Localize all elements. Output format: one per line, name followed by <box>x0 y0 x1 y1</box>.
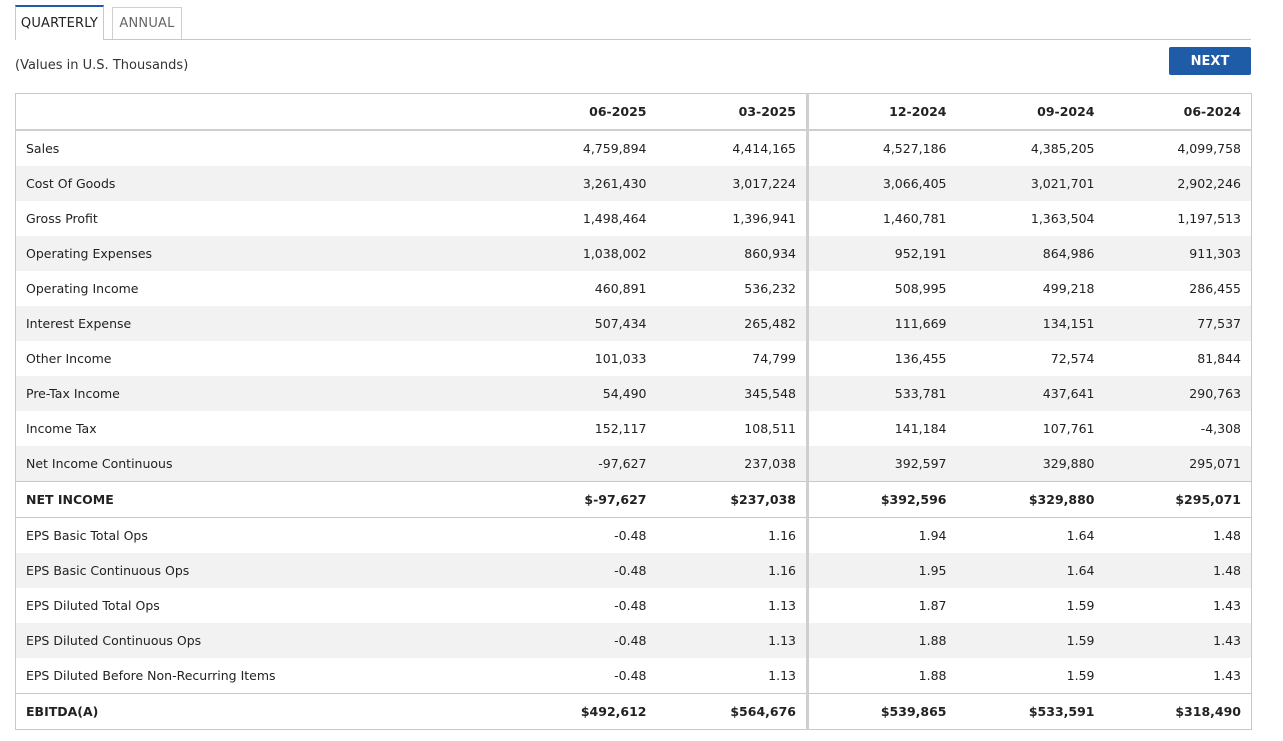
value-cell: 1.48 <box>1105 553 1252 588</box>
row-label: EPS Diluted Before Non-Recurring Items <box>26 668 276 683</box>
value-cell: $237,038 <box>657 482 808 518</box>
value-cell: 77,537 <box>1105 306 1252 341</box>
table-row <box>16 446 1252 482</box>
row-label: EPS Diluted Total Ops <box>26 598 160 613</box>
value-cell: 72,574 <box>1050 351 1095 366</box>
value-cell: 134,151 <box>957 306 1105 341</box>
value-cell: 4,759,894 <box>582 141 647 156</box>
value-cell: 864,986 <box>957 236 1105 271</box>
income-statement-table <box>15 93 1252 730</box>
value-cell: 141,184 <box>894 421 947 436</box>
row-label: NET INCOME <box>16 482 452 518</box>
column-header: 06-2025 <box>452 94 657 131</box>
row-label: Pre-Tax Income <box>16 376 452 411</box>
value-cell: 1.59 <box>957 623 1105 658</box>
table-body <box>16 130 1252 730</box>
value-cell: 286,455 <box>1189 281 1241 296</box>
value-cell: $295,071 <box>1105 482 1252 518</box>
value-cell: 54,490 <box>452 376 657 411</box>
value-cell: 1.88 <box>918 668 947 683</box>
period-tabs <box>15 5 1251 40</box>
value-cell: $-97,627 <box>452 482 657 518</box>
row-label: EBITDA(A) <box>16 694 452 730</box>
total-row <box>16 482 1252 518</box>
value-cell: 1.16 <box>657 518 808 554</box>
value-cell: 1,197,513 <box>1177 211 1241 226</box>
value-cell: 1.43 <box>1105 623 1252 658</box>
table-row <box>16 166 1252 201</box>
value-cell: 1.48 <box>1213 528 1241 543</box>
value-cell: 4,527,186 <box>882 141 947 156</box>
value-cell: 107,761 <box>1042 421 1095 436</box>
value-cell: 1,363,504 <box>1030 211 1095 226</box>
value-cell: 4,385,205 <box>1030 141 1095 156</box>
value-cell: 437,641 <box>957 376 1105 411</box>
value-cell: -4,308 <box>1200 421 1241 436</box>
row-label: Interest Expense <box>16 306 452 341</box>
column-header: 12-2024 <box>808 94 957 131</box>
value-cell: 952,191 <box>808 236 957 271</box>
value-cell: 81,844 <box>1197 351 1241 366</box>
value-cell: -97,627 <box>452 446 657 482</box>
table-row <box>16 341 1252 376</box>
value-cell: 1.59 <box>1066 598 1095 613</box>
table-row <box>16 658 1252 694</box>
table-row <box>16 588 1252 623</box>
value-cell: 295,071 <box>1105 446 1252 482</box>
table-row <box>16 623 1252 658</box>
value-cell: 2,902,246 <box>1105 166 1252 201</box>
row-label: Operating Income <box>26 281 139 296</box>
column-header: 03-2025 <box>657 94 808 131</box>
value-cell: 1,460,781 <box>882 211 947 226</box>
value-cell: 1.64 <box>957 553 1105 588</box>
value-cell: $539,865 <box>808 694 957 730</box>
value-cell: -0.48 <box>452 623 657 658</box>
value-cell: 4,414,165 <box>657 130 808 166</box>
value-cell: -0.48 <box>614 528 647 543</box>
value-cell: 265,482 <box>657 306 808 341</box>
value-cell: 1.43 <box>1213 668 1241 683</box>
value-cell: 1.13 <box>657 658 808 694</box>
row-label: Income Tax <box>26 421 97 436</box>
table-row <box>16 130 1252 166</box>
value-cell: 1,396,941 <box>657 201 808 236</box>
column-header: 09-2024 <box>957 94 1105 131</box>
value-cell: 3,017,224 <box>657 166 808 201</box>
value-cell: 460,891 <box>594 281 647 296</box>
row-label: Gross Profit <box>26 211 98 226</box>
value-cell: 1.88 <box>808 623 957 658</box>
value-cell: 1,498,464 <box>582 211 647 226</box>
value-cell: 1.13 <box>657 588 808 623</box>
value-cell: 1,038,002 <box>452 236 657 271</box>
value-cell: 1.16 <box>657 553 808 588</box>
row-label: EPS Basic Continuous Ops <box>16 553 452 588</box>
value-cell: 1.87 <box>918 598 947 613</box>
value-cell: 345,548 <box>657 376 808 411</box>
value-cell: 860,934 <box>657 236 808 271</box>
value-cell: 1.64 <box>1066 528 1095 543</box>
value-cell: $533,591 <box>957 694 1105 730</box>
units-note: (Values in U.S. Thousands) <box>15 58 189 73</box>
value-cell: 499,218 <box>1042 281 1095 296</box>
value-cell: 3,021,701 <box>957 166 1105 201</box>
row-label: EPS Diluted Continuous Ops <box>16 623 452 658</box>
table-row <box>16 271 1252 306</box>
value-cell: 329,880 <box>957 446 1105 482</box>
value-cell: 1.43 <box>1213 598 1241 613</box>
value-cell: -0.48 <box>614 598 647 613</box>
value-cell: 111,669 <box>808 306 957 341</box>
value-cell: 152,117 <box>594 421 647 436</box>
table-row <box>16 411 1252 446</box>
value-cell: 1.59 <box>1066 668 1095 683</box>
table-header-row <box>16 94 1252 131</box>
value-cell: $318,490 <box>1105 694 1252 730</box>
row-label: Cost Of Goods <box>16 166 452 201</box>
row-label: Other Income <box>26 351 112 366</box>
value-cell: -0.48 <box>452 553 657 588</box>
value-cell: 392,597 <box>808 446 957 482</box>
value-cell: 536,232 <box>657 271 808 306</box>
header-label-cell <box>16 94 452 131</box>
table-row <box>16 306 1252 341</box>
value-cell: 237,038 <box>657 446 808 482</box>
table-row <box>16 236 1252 271</box>
value-cell: 1.95 <box>808 553 957 588</box>
row-label: Net Income Continuous <box>16 446 452 482</box>
value-cell: 3,066,405 <box>808 166 957 201</box>
value-cell: 74,799 <box>657 341 808 376</box>
value-cell: $492,612 <box>452 694 657 730</box>
table-row <box>16 201 1252 236</box>
value-cell: 136,455 <box>894 351 947 366</box>
value-cell: 507,434 <box>452 306 657 341</box>
row-label: Sales <box>26 141 60 156</box>
value-cell: 1.94 <box>918 528 947 543</box>
value-cell: $392,596 <box>808 482 957 518</box>
value-cell: 1.13 <box>657 623 808 658</box>
total-row <box>16 694 1252 730</box>
value-cell: 508,995 <box>894 281 947 296</box>
value-cell: 3,261,430 <box>452 166 657 201</box>
column-header: 06-2024 <box>1105 94 1252 131</box>
table-row <box>16 376 1252 411</box>
value-cell: 533,781 <box>808 376 957 411</box>
tab-quarterly[interactable]: QUARTERLY <box>15 5 104 40</box>
table-row <box>16 518 1252 554</box>
value-cell: 108,511 <box>657 411 808 446</box>
next-button[interactable]: NEXT <box>1169 47 1251 75</box>
value-cell: $564,676 <box>657 694 808 730</box>
table-row <box>16 553 1252 588</box>
row-label: Operating Expenses <box>16 236 452 271</box>
value-cell: $329,880 <box>957 482 1105 518</box>
value-cell: 101,033 <box>594 351 647 366</box>
value-cell: -0.48 <box>614 668 647 683</box>
value-cell: 911,303 <box>1105 236 1252 271</box>
row-label: EPS Basic Total Ops <box>26 528 148 543</box>
value-cell: 290,763 <box>1105 376 1252 411</box>
tab-annual[interactable]: ANNUAL <box>112 7 182 39</box>
value-cell: 4,099,758 <box>1177 141 1241 156</box>
